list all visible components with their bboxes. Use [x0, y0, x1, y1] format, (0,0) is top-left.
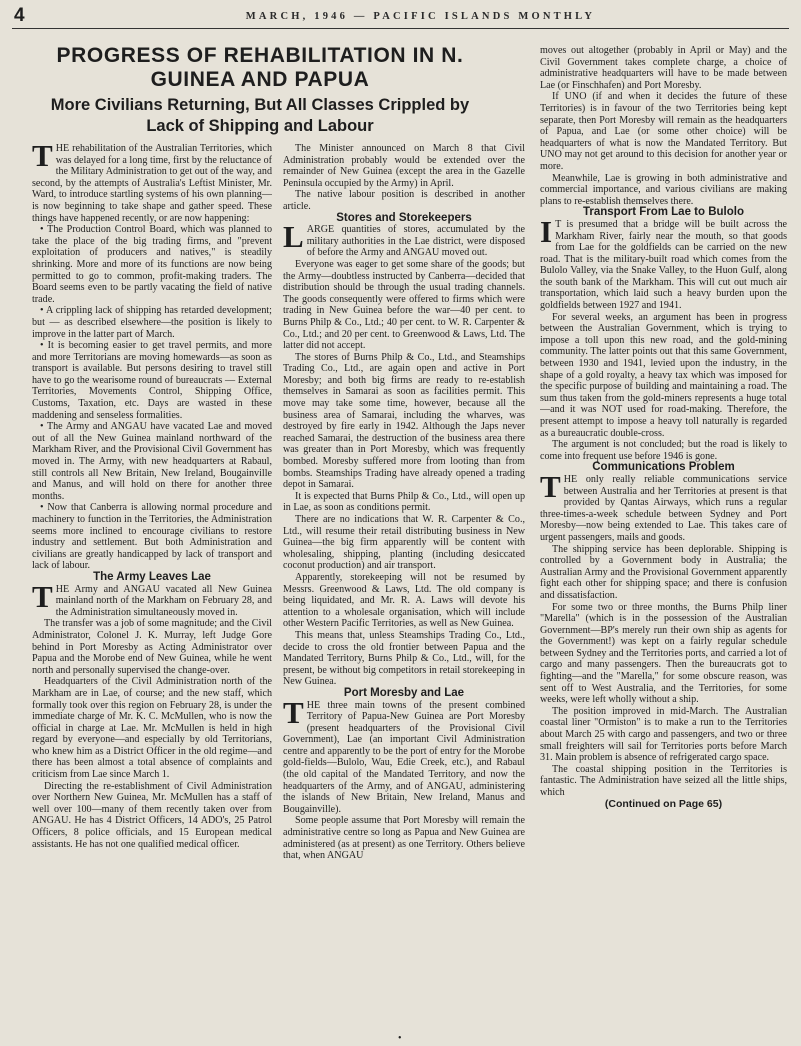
column-3: [540, 45, 787, 1031]
paragraph: Apparently, storekeeping will not be resumed by Messrs. Greenwood & Laws, Ltd. The old company is being liquidated, and Mr. R. A. Laws will devote his attention to a wholesale organisation, which will include other Western Pacific Territories, as well as New Guinea.: [283, 571, 525, 630]
section-heading: Stores and Storekeepers: [336, 211, 472, 224]
article-title: PROGRESS OF REHABILITATION IN N. GUINEA AND PAPUA: [56, 44, 464, 91]
bullet-paragraph: • Now that Canberra is allowing normal procedure and machinery to function in the Territories, the Administration seems more inclined to encourage civilians to restore industry and settlement. But both Administration and civilians are greatly handicapped by lack of transport and lack of labour.: [32, 502, 272, 572]
drop-cap: T: [283, 694, 304, 730]
paragraph: THE three main towns of the present combined Territory of Papua-New Guinea are Port Moresby (present headquarters of the Provisional Civil Government), Lae (an important Civil Administration centre and apparently to be the port of entry for the Morobe gold-fields—Bulolo, Wau, Edie Creek, etc.), and Rabaul (the old capital of the Mandated Territory, and now the headquarters of the Army, and of ANGAU, administering the islands of New Britain, New Ireland, Manus and Bougainville).: [283, 694, 525, 815]
paragraph: The native labour position is described in another article.: [283, 189, 525, 212]
bullet-paragraph: • The Production Control Board, which was planned to take the place of the big trading firms, and "prevent exploitation of producers and natives," is steadily shrinking. More and more of its functions are now being permitted to go to common, profit-making traders. The Board seems even to be partly vacating the field of native trade.: [32, 224, 272, 305]
paragraph: The position improved in mid-March. The Australian coastal liner "Ormiston" is to make a run to the Territories about March 25 with cargo and passengers, and two or three small freighters will sail for Territories ports before March 31. Main problem is absence of refrigerated cargo space.: [540, 705, 787, 764]
paragraph: The shipping service has been deplorable. Shipping is controlled by a Government body in Australia; the Australian Army and the Provisional Government apparently fight each other for shipping space; and there is confusion and dissatisfaction.: [540, 543, 787, 601]
paragraph: LARGE quantities of stores, accumulated by the military authorities in the Lae district, were disposed of before the Army and ANGAU moved out.: [283, 219, 525, 259]
section-heading: The Army Leaves Lae: [93, 570, 211, 583]
drop-cap: T: [32, 143, 53, 173]
paragraph: Everyone was eager to get some share of the goods; but the Army—doubtless instructed by Canberra—decided that distribution should be through the usual trading channels. The goods consequently were offered to firms which were trading in New Guinea before the war—40 per cent. to Burns Philp & Co., Ltd.; 40 per cent. to W. R. Carpenter & Co., Ltd.; and 20 per cent. to Greenwood & Laws, Ltd. The latter did not accept.: [283, 258, 525, 352]
paragraph: Meanwhile, Lae is growing in both administrative and commercial importance, and various civilians are making plans to re-establish themselves there.: [540, 172, 787, 207]
paragraph: Some people assume that Port Moresby will remain the administrative centre so long as Papua and New Guinea are administered (as at present) as one Territory. Others believe that, when ANGAU: [283, 815, 525, 862]
paragraph: THE rehabilitation of the Australian Territories, which was delayed for a long time, first by the reluctance of the Military Administration to get out of the way, and second, by the attempts of Australia's Leftist Minister, Mr. Ward, to introduce startling systems of his own planning—is now beginning to take shape and gather speed. These things have happened recently, or are now happening:: [32, 143, 272, 224]
page-number: 4: [14, 5, 25, 26]
section-heading: Communications Problem: [592, 461, 735, 474]
paragraph: I T is presumed that a bridge will be built across the Markham River, fairly near the mouth, so that goods from Lae for the goldfields can be carried on the new road. That is the military-built road which comes from the Bulolo Valley, via the Snake Valley, to the Huon Gulf, along the south bank of the Markham. This will cut out much air transportation, which laid such a heavy burden upon the goldfields between 1927 and 1941.: [540, 213, 787, 312]
paragraph: moves out altogether (probably in April or May) and the Civil Government takes complete charge, a choice of administrative headquarters will have to be made between Lae (or Finschhafen) and Port Moresby.: [540, 45, 787, 91]
drop-cap: L: [283, 219, 304, 255]
section-heading: Transport From Lae to Bulolo: [582, 206, 744, 219]
column-1: [32, 143, 272, 1031]
paragraph: For several weeks, an argument has been in progress between the Australian Government, which is trying to impose a toll upon this new road, and the gold-mining community. The latter points out that this same Government, between 1930 and 1941, levied upon the industry, in the shape of a gold royalty, a heavy tax which was imposed for the specific purpose of building and maintaining a road. The sum thus taken from the gold-miners represents a huge total—and it was NOT used for road-making. Therefore, the present attempt to impose a heavy toll naturally is regarded as a bureaucratic double-cross.: [540, 311, 787, 439]
running-head: MARCH, 1946 — PACIFIC ISLANDS MONTHLY: [245, 10, 596, 22]
column-2: [283, 143, 525, 1031]
article-subtitle: More Civilians Returning, But All Classes Crippled by Lack of Shipping and Labour: [50, 96, 470, 135]
bullet-paragraph: • It is becoming easier to get travel permits, and more and more Territorians are moving homewards—as soon as transport is available. But persons desiring to travel still have to go the wearisome round of bureaucrats — External Territories, Movements Control, Shipping Office, Customs, Taxation, etc. Days are wasted in these maddening and senseless formalities.: [32, 340, 272, 421]
page-header: [14, 6, 787, 26]
drop-cap: I: [540, 213, 553, 249]
drop-cap: T: [32, 578, 53, 614]
paragraph: The argument is not concluded; but the road is likely to come into frequent use before 1946 is gone.: [540, 439, 787, 462]
paragraph: Directing the re-establishment of Civil Administration over Northern New Guinea, Mr. McMullen has a staff of well over 100—many of them recently taken over from ANGAU. He has 4 District Officers, 14 ADO's, 25 Patrol Officers, 8 police officials, and 15 European medical assistants. He has not one qualified medical officer.: [32, 780, 272, 850]
bullet-paragraph: • The Army and ANGAU have vacated Lae and moved out of all the New Guinea mainland northward of the Markham River, and the Provisional Civil Government has moved in. The Army, with new headquarters at Rabaul, still controls all New Britain, New Ireland, Bougainville and Manus, and will hold on there for another three months.: [32, 421, 272, 502]
paragraph: THE Army and ANGAU vacated all New Guinea mainland north of the Markham on February 28, and the Administration simultaneously moved in.: [32, 578, 272, 618]
paragraph: The Minister announced on March 8 that Civil Administration probably would be extended over the remainder of New Guinea (except the area in the Gazelle Peninsula occupied by the Army) in April.: [283, 143, 525, 189]
paragraph: If UNO (if and when it decides the future of these Territories) is in favour of the two Territories being kept separate, then Port Moresby will remain as the headquarters of Papua, and Lae (or some other choice) will be headquarters of what is now the Mandated Territory. But UNO may not get around to this decision for another year or more.: [540, 91, 787, 172]
paragraph: The transfer was a job of some magnitude; and the Civil Administrator, Colonel J. K. Murray, left Judge Gore behind in Port Moresby as Acting Administrator over Papua and the Morobe end of New Guinea, while he went north and personally supervised the change-over.: [32, 618, 272, 676]
paragraph: The stores of Burns Philp & Co., Ltd., and Steamships Trading Co., Ltd., are again open and active in Port Moresby; and both big firms are ready to re-establish themselves in Samarai as soon as facilities permit. This move may take some time, however, because all the business area of Samarai, including the wharves, was destroyed by fire early in 1942. Although the Japs never reached Samarai, the destruction of the business area there was greater than in Port Moresby, which was frequently bombed. Moresby suffered more from looting than from bombs. Steamships Trading have already opened a trading depot in Samarai.: [283, 351, 525, 491]
paragraph: This means that, unless Steamships Trading Co., Ltd., decide to cross the old frontier between Papua and the Mandated Territory, Burns Philp & Co., Ltd., will, for the present, be without big competitors in retail storekeeping in New Guinea.: [283, 629, 525, 688]
section-heading: Port Moresby and Lae: [343, 686, 465, 699]
paragraph: There are no indications that W. R. Carpenter & Co., Ltd., will resume their retail distributing business in New Guinea—the big firm apparently will be content with wholesaling, shipping, planting (including desiccated coconut production) and air transport.: [283, 514, 525, 572]
paragraph: For some two or three months, the Burns Philp liner "Marella" (which is in the possession of the Australian Government—BP's merely run their own ship as agents for the Government!) was kept on a fairly regular schedule between Sydney and the Territories ports, and carried a lot of cargo and many passengers. Then the bureaucrats got to fighting—and the "Marella," for some obscure reason, was sent off to West Australia, and the Territories, for some weeks, were left wholly without a ship.: [540, 601, 787, 706]
paragraph: Headquarters of the Civil Administration north of the Markham are in Lae, of course; and the new staff, which formally took over this region on February 28, is under the immediate charge of Mr. K. C. McMullen, who is now the official in charge at Lae. Mr. McMullen is held in high regard by everyone—and especially by old Territorians, who knew him as a District Officer in the old regime—and there has been almost a total absence of complaints and criticism from Lae since March 1.: [32, 676, 272, 781]
continued-note: (Continued on Page 65): [604, 797, 723, 810]
footer-mark: •: [398, 1033, 402, 1044]
header-rule: [12, 28, 789, 29]
paragraph: THE only really reliable communications service between Australia and her Territories at present is that provided by Qantas Airways, which runs a regular three-times-a-week schedule between Sydney and Port Moresby—now being extended to Lae. This takes care of urgent passengers, mails and goods.: [540, 468, 787, 543]
paragraph: It is expected that Burns Philp & Co., Ltd., will open up in Lae, as soon as conditions permit.: [283, 490, 525, 514]
bullet-paragraph: • A crippling lack of shipping has retarded development; but — as described elsewhere—the position is likely to improve in the latter part of March.: [32, 305, 272, 340]
paragraph: The coastal shipping position in the Territories is fantastic. The Administration have seized all the little ships, which: [540, 763, 787, 798]
drop-cap: T: [540, 468, 561, 504]
